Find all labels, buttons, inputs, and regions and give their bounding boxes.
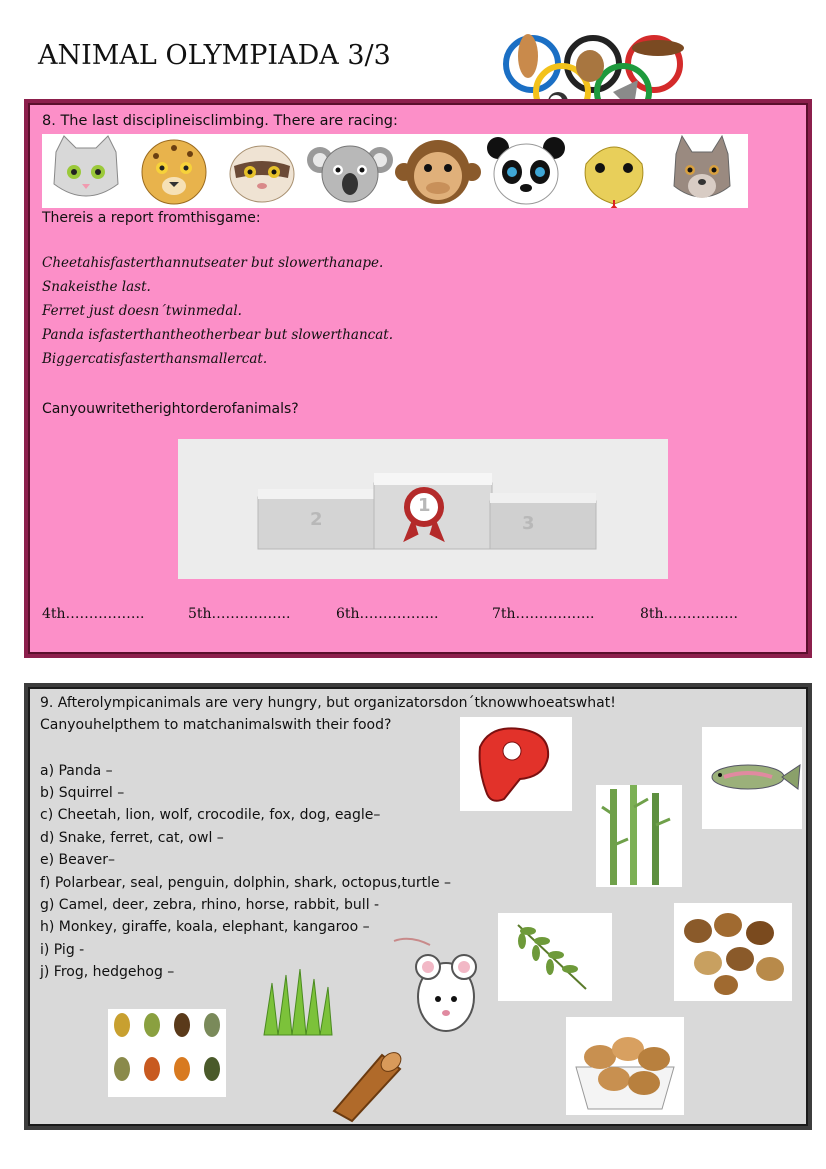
item-h: h) Monkey, giraffe, koala, elephant, kangaroo – <box>40 919 370 935</box>
nuts-icon <box>674 903 792 1001</box>
blank-5th[interactable]: 5th…………….. <box>188 606 291 622</box>
blank-8th[interactable]: 8th……………. <box>640 606 738 622</box>
item-e: e) Beaver– <box>40 852 115 868</box>
item-c: c) Cheetah, lion, wolf, crocodile, fox, dog, eagle– <box>40 807 381 823</box>
meat-icon <box>460 717 572 811</box>
mouse-icon <box>390 925 484 1047</box>
item-a: a) Panda – <box>40 763 113 779</box>
bamboo-icon <box>596 785 682 887</box>
blank-7th[interactable]: 7th…………….. <box>492 606 595 622</box>
leaves-icon <box>498 913 612 1001</box>
monkey-face-icon <box>394 134 482 208</box>
food-matching-panel <box>24 683 812 1130</box>
ferret-face-icon <box>218 134 306 208</box>
snake-face-icon <box>570 134 658 208</box>
item-b: b) Squirrel – <box>40 785 125 801</box>
blank-6th[interactable]: 6th…………….. <box>336 606 439 622</box>
potatoes-icon <box>566 1017 684 1115</box>
animal-faces-strip <box>42 134 748 208</box>
koala-face-icon <box>306 134 394 208</box>
clue-2: Snakeisthe last. <box>42 279 151 295</box>
grass-icon <box>258 965 336 1037</box>
item-f: f) Polarbear, seal, penguin, dolphin, shark, octopus,turtle – <box>40 875 452 891</box>
clue-3: Ferret just doesn´twinmedal. <box>42 303 242 319</box>
cheetah-face-icon <box>130 134 218 208</box>
panda-face-icon <box>482 134 570 208</box>
report-title: Thereis a report fromthisgame: <box>42 210 261 226</box>
clue-1: Cheetahisfasterthannutseater but slowerthanape. <box>42 255 384 271</box>
cat-face-icon <box>42 134 130 208</box>
podium-first: 1 <box>418 495 431 516</box>
squirrel-face-icon <box>658 134 746 208</box>
item-g: g) Camel, deer, zebra, rhino, horse, rabbit, bull - <box>40 897 380 913</box>
wood-icon <box>326 1041 406 1123</box>
insects-icon <box>108 1009 226 1097</box>
task9-instruction: Canyouhelpthem to matchanimalswith their food? <box>40 717 392 733</box>
podium-second: 2 <box>310 509 323 530</box>
item-j: j) Frog, hedgehog – <box>40 964 175 980</box>
podium-image <box>178 439 668 579</box>
fish-icon <box>702 727 802 829</box>
clue-5: Biggercatisfasterthansmallercat. <box>42 351 268 367</box>
page-title: ANIMAL OLYMPIADA 3/3 <box>38 40 391 71</box>
blank-4th[interactable]: 4th…………….. <box>42 606 145 622</box>
item-i: i) Pig - <box>40 942 85 958</box>
item-d: d) Snake, ferret, cat, owl – <box>40 830 224 846</box>
podium-third: 3 <box>522 513 535 534</box>
order-instruction: Canyouwritetherightorderofanimals? <box>42 401 299 417</box>
clue-4: Panda isfasterthantheotherbear but slowerthancat. <box>42 327 393 343</box>
climbing-task-panel <box>24 99 812 658</box>
task9-question: 9. Afterolympicanimals are very hungry, but organizatorsdon´tknowwhoeatswhat! <box>40 695 616 711</box>
task8-question: 8. The last disciplineisclimbing. There are racing: <box>42 113 398 129</box>
